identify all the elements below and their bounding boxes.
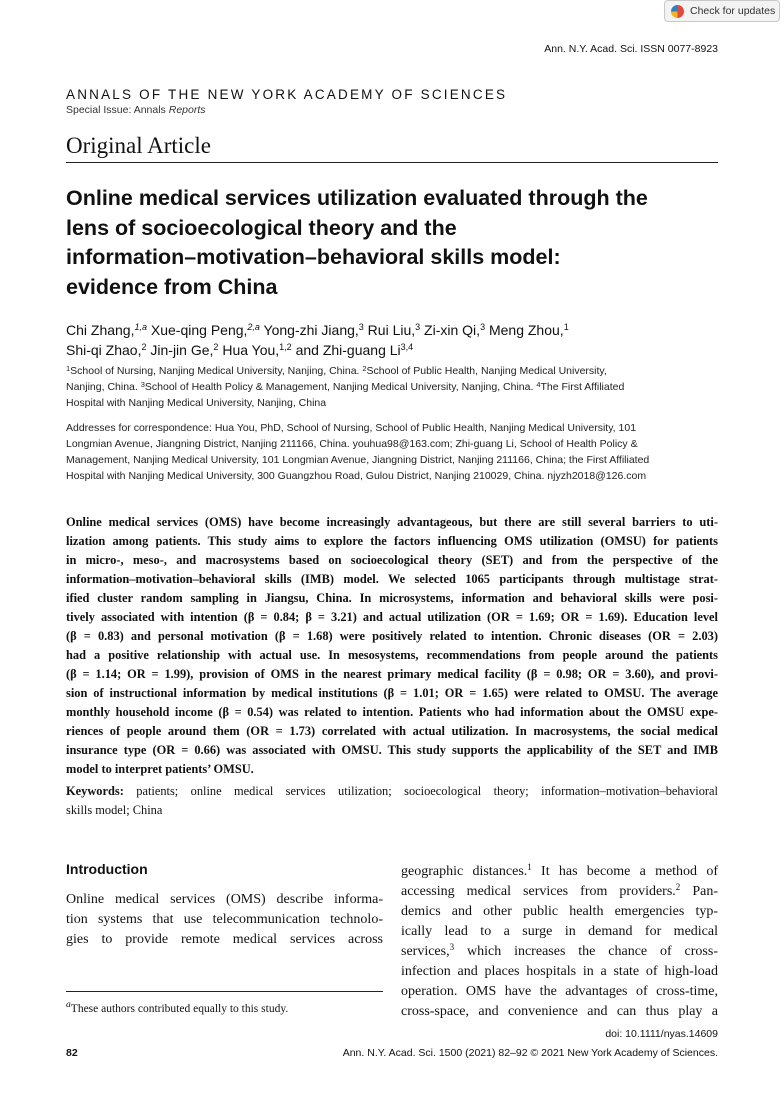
keywords [66, 782, 718, 820]
author-line [66, 340, 569, 360]
body-line: ically lead to a surge in demand for medical [401, 924, 718, 939]
article-type: Original Article [66, 133, 211, 158]
author-name: Rui Liu, [363, 322, 416, 338]
author-affiliation-mark: 1 [563, 322, 569, 332]
address-line: Longmian Avenue, Jiangning District, Nanjing 211166, China. youhua98@163.com; Zhi-guang Li, School of Health Policy & [66, 438, 638, 450]
author-name: Chi Zhang, [66, 322, 135, 338]
affiliation-mark: 1 [66, 364, 71, 373]
author-name: Yong-zhi Jiang, [259, 322, 359, 338]
affiliation-text: The First Affiliated [540, 381, 625, 393]
author-name: Hua You, [218, 342, 280, 358]
abstract-line: model to interpret patients’ OMSU. [66, 762, 254, 776]
footnote-text: These authors contributed equally to this study. [70, 1002, 289, 1015]
body-line: tion systems that use telecommunication technolo- [66, 912, 383, 927]
citation-mark: 1 [527, 862, 532, 872]
author-affiliation-mark: 3 [358, 322, 364, 332]
journal-name: ANNALS OF THE NEW YORK ACADEMY OF SCIENCES [66, 87, 508, 102]
body-line: infection and places hospitals in a state of high-load [401, 964, 718, 979]
author-affiliation-mark: 1,a [134, 322, 147, 332]
affiliation-line: Hospital with Nanjing Medical University, Nanjing, China [66, 397, 327, 409]
affiliation-text: School of Health Policy & Management, Nanjing Medical University, Nanjing, China. [144, 381, 537, 393]
author-name: Shi-qi Zhao, [66, 342, 142, 358]
body-text: Pan- [680, 884, 718, 899]
special-issue-prefix: Special Issue: Annals [66, 104, 166, 116]
affiliations [66, 363, 726, 411]
check-for-updates-label: Check for updates [690, 5, 776, 17]
abstract-line: insurance type (OR = 0.66) was associated with OMSU. This study supports the applicability of the SET and IMB [66, 743, 718, 757]
abstract-line: lization among patients. This study aims to explore the factors influencing OMS utilization (OMSU) for patients [66, 534, 718, 548]
correspondence-addresses [66, 420, 726, 484]
journal-citation: Ann. N.Y. Acad. Sci. 1500 (2021) 82–92 © 2021 New York Academy of Sciences. [342, 1047, 718, 1059]
author-name: Xue-qing Peng, [147, 322, 248, 338]
citation-mark: 3 [449, 942, 455, 952]
keywords-line: skills model; China [66, 803, 163, 817]
body-text: accessing medical services from providers. [401, 884, 676, 899]
author-affiliation-mark: 2 [213, 342, 219, 352]
body-line: cross-space, and convenience and can thus play a [401, 1004, 718, 1019]
affiliation-mark: 4 [536, 380, 541, 389]
special-issue [66, 104, 206, 116]
citation-mark: 2 [675, 882, 681, 892]
body-text: geographic distances. [401, 864, 528, 879]
affiliation-text: School of Public Health, Nanjing Medical University, [366, 365, 607, 377]
keywords-label: Keywords: [66, 784, 124, 798]
address-line: Addresses for correspondence: Hua You, PhD, School of Nursing, School of Public Health, Nanjing Medical University, 101 [66, 422, 637, 434]
page-number: 82 [66, 1047, 78, 1059]
author-name: and Zhi-guang Li [291, 342, 401, 358]
abstract-line: monthly household income (β = 0.54) was related to intention. Patients who had information about the OMSU expe- [66, 705, 718, 719]
abstract-line: had a positive relationship with actual use. In mesosystems, recommendations from people around the patients [66, 648, 718, 662]
abstract [66, 513, 718, 779]
title-line: information–motivation–behavioral skills model: [66, 245, 561, 269]
title-line: evidence from China [66, 274, 278, 299]
affiliation-mark: 3 [140, 380, 145, 389]
special-issue-italic: Reports [168, 104, 206, 116]
abstract-line: in micro-, meso-, and macrosystems based on socioecological theory (SET) and from the perspective of the [66, 553, 718, 567]
section-heading-introduction: Introduction [66, 861, 148, 877]
footnote-rule [66, 991, 383, 992]
title-line: lens of socioecological theory and the [66, 215, 457, 240]
affiliation-text: Nanjing, China. [66, 381, 141, 393]
body-text: It has become a method of [531, 864, 718, 879]
intro-right-column [401, 862, 718, 1022]
body-line: operation. OMS have the advantages of cross-time, [401, 984, 718, 999]
author-affiliation-mark: 3 [415, 322, 421, 332]
author-line [66, 320, 569, 340]
abstract-line: information–motivation–behavioral skills (IMB) model. We selected 1065 participants through multistage strat- [66, 572, 718, 586]
abstract-line: riences of people around them (OR = 1.73) correlated with actual utilization. In macrosystems, the social medical [66, 724, 718, 738]
author-affiliation-mark: 3,4 [400, 342, 414, 352]
author-affiliation-mark: 3 [480, 322, 486, 332]
author-name: Zi-xin Qi, [420, 322, 481, 338]
abstract-line: sion of instructional information by medical institutions (β = 1.01; OR = 1.65) were related to OMSU. The average [66, 686, 718, 700]
affiliation-mark: 2 [362, 364, 367, 373]
body-line [401, 862, 718, 882]
keywords-line [66, 782, 718, 801]
body-line: Online medical services (OMS) describe informa- [66, 892, 383, 907]
affiliation-text: School of Nursing, Nanjing Medical University, Nanjing, China. [70, 365, 363, 377]
footnote-mark: a [66, 999, 71, 1010]
author-affiliation-mark: 2 [141, 342, 147, 352]
author-name: Meng Zhou, [485, 322, 564, 338]
title-line: Online medical services utilization evaluated through the [66, 186, 648, 210]
body-text: services, [401, 944, 450, 959]
body-line: gies to provide remote medical services across [66, 932, 383, 947]
author-affiliation-mark: 1,2 [279, 342, 292, 352]
keywords-text: patients; online medical services utilization; socioecological theory; information–motivation–behavioral [123, 784, 718, 798]
abstract-line: tively associated with intention (β = 0.84; β = 3.21) and actual utilization (OR = 1.69; OR = 1.69). Education level [66, 610, 718, 624]
body-text: which increases the chance of cross- [454, 944, 718, 959]
body-line [401, 942, 718, 962]
abstract-line: (β = 1.14; OR = 1.99), provision of OMS in the nearest primary medical facility (β = 0.98; OR = 3.60), and provi- [66, 667, 718, 681]
affiliation-line [66, 379, 726, 395]
address-line: Management, Nanjing Medical University, 101 Longmian Avenue, Jiangning District, Nanjing 211166, China; the First Affiliated [66, 454, 650, 466]
body-line [401, 882, 718, 902]
body-line: demics and other public health emergencies typ- [401, 904, 718, 919]
abstract-line: ified cluster random sampling in Jiangsu, China. In microsystems, information and behavioral skills were posi- [66, 591, 718, 605]
intro-left-column [66, 890, 383, 950]
crossmark-icon [671, 5, 684, 18]
abstract-line: Online medical services (OMS) have become increasingly advantageous, but there are still several barriers to uti- [66, 515, 718, 529]
article-title [66, 184, 726, 302]
abstract-line: (β = 0.83) and personal motivation (β = 1.68) were positively related to intention. Chronic diseases (OR = 2.03) [66, 629, 718, 643]
author-list [66, 320, 569, 360]
author-name: Jin-jin Ge, [146, 342, 214, 358]
header-rule [66, 162, 718, 163]
check-for-updates-badge[interactable] [664, 0, 780, 22]
author-affiliation-mark: 2,a [247, 322, 260, 332]
affiliation-line [66, 363, 726, 379]
journal-issn: Ann. N.Y. Acad. Sci. ISSN 0077-8923 [544, 43, 718, 55]
doi[interactable]: doi: 10.1111/nyas.14609 [605, 1028, 718, 1040]
address-line: Hospital with Nanjing Medical University, 300 Guangzhou Road, Gulou District, Nanjing 210029, China. njyzh2018@126.com [66, 470, 647, 482]
footnote [66, 999, 288, 1015]
